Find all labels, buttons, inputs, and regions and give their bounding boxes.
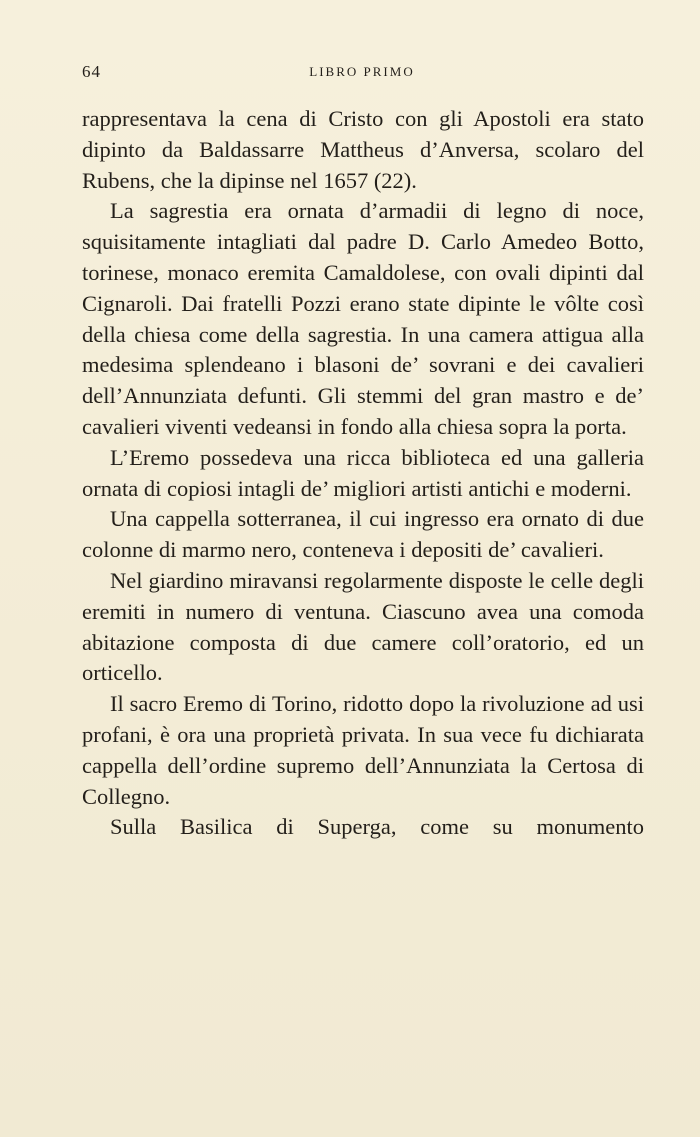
paragraph: Sulla Basilica di Superga, come su monumento (110, 814, 644, 840)
body-text (82, 104, 644, 843)
page-number: 64 (82, 62, 101, 81)
paragraph: L’Eremo possedeva una ricca biblioteca ed una galleria ornata di copiosi intagli de’ migliori artisti antichi e moderni. (82, 444, 644, 501)
paragraph: La sagrestia era ornata d’armadii di legno di noce, squisitamente intagliati dal padre D. Carlo Amedeo Botto, torinese, monaco eremita Camaldolese, con ovali dipinti dal Cignaroli. Dai fratelli Pozzi erano state dipinte le vôlte così della chiesa come della sagrestia. In una camera attigua alla medesima splendeano i blasoni de’ sovrani e dei cavalieri dell’Annunziata defunti. Gli stemmi del gran mastro e de’ cavalieri viventi vedeansi in fondo alla chiesa sopra la porta. (82, 198, 644, 439)
paragraph: rappresentava la cena di Cristo con gli Apostoli era stato dipinto da Baldassarre Mattheus d’Anversa, scolaro del Rubens, che la dipinse nel 1657 (22). (82, 106, 644, 193)
paragraph: Il sacro Eremo di Torino, ridotto dopo la rivoluzione ad usi profani, è ora una proprietà privata. In sua vece fu dichiarata cappella dell’ordine supremo dell’Annunziata la Certosa di Collegno. (82, 691, 644, 809)
page-header (82, 62, 642, 86)
paragraph: Nel giardino miravansi regolarmente disposte le celle degli eremiti in numero di ventuna. Ciascuno avea una comoda abitazione composta di due camere coll’oratorio, ed un orticello. (82, 567, 644, 686)
running-head: LIBRO PRIMO (309, 64, 415, 79)
paragraph: Una cappella sotterranea, il cui ingresso era ornato di due colonne di marmo nero, conteneva i depositi de’ cavalieri. (82, 506, 644, 563)
